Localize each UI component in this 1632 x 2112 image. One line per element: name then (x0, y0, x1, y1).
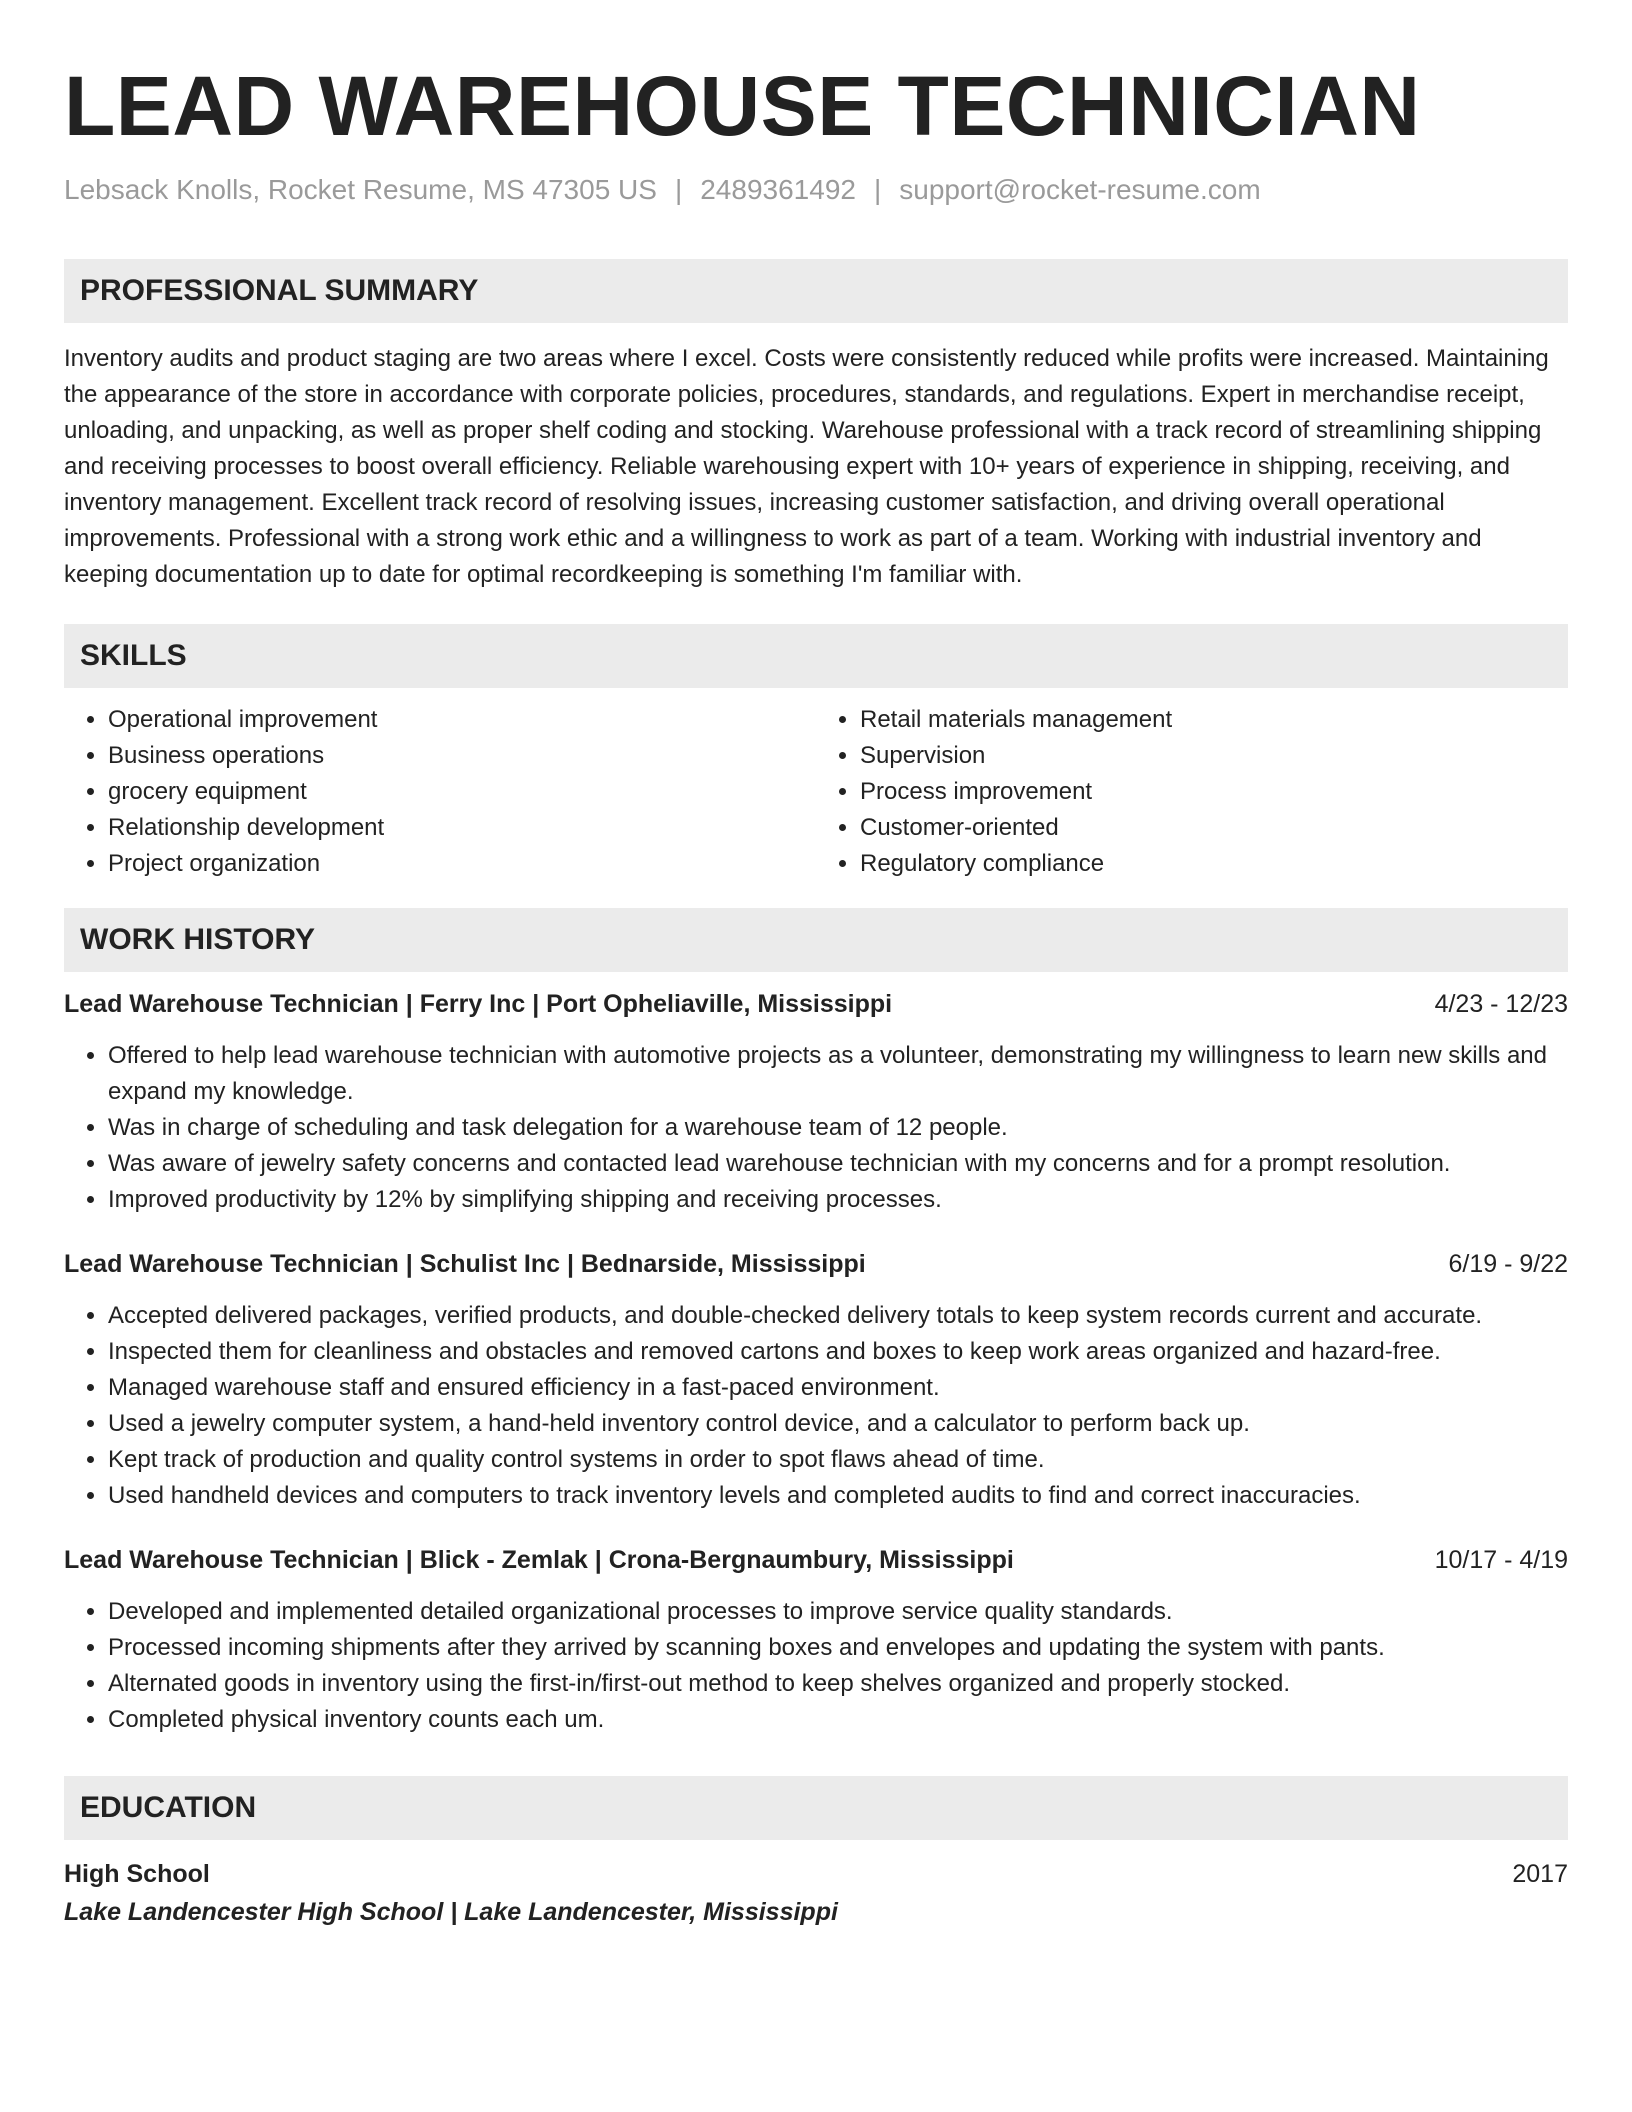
skill-item: • Operational improvement (108, 702, 816, 738)
job-bullet: • Used handheld devices and computers to track inventory levels and completed audits to find and correct inaccuracies. (108, 1478, 1568, 1514)
contact-email: support@rocket-resume.com (899, 174, 1261, 205)
job-title: Lead Warehouse Technician | Ferry Inc | Port Opheliaville, Mississippi (64, 990, 893, 1018)
job-title: Lead Warehouse Technician | Schulist Inc | Bednarside, Mississippi (64, 1250, 866, 1278)
education-entry (64, 1856, 1568, 1932)
job-bullet: • Accepted delivered packages, verified products, and double-checked delivery totals to keep system records current and accurate. (108, 1298, 1568, 1334)
skills-heading: SKILLS (64, 624, 1568, 688)
summary-text: Inventory audits and product staging are two areas where I excel. Costs were consistently reduced while profits were increased. Maintaining the appearance of the store in accordance with corporate policies, procedures, standards, and regulations. Expert in merchandise receipt, unloading, and unpacking, as well as proper shelf coding and stocking. Warehouse professional with a track record of streamlining shipping and receiving processes to boost overall efficiency. Reliable warehousing expert with 10+ years of experience in shipping, receiving, and inventory management. Excellent track record of resolving issues, increasing customer satisfaction, and driving overall operational improvements. Professional with a strong work ethic and a willingness to work as part of a team. Working with industrial inventory and keeping documentation up to date for optimal recordkeeping is something I'm familiar with. (64, 345, 1549, 588)
job-entry (64, 1246, 1568, 1514)
skill-item: • Supervision (860, 738, 1568, 774)
job-bullet: • Used a jewelry computer system, a hand-held inventory control device, and a calculator to perform back up. (108, 1406, 1568, 1442)
education-header (64, 1856, 1568, 1892)
job-bullet: • Alternated goods in inventory using the first-in/first-out method to keep shelves organized and properly stocked. (108, 1666, 1568, 1702)
job-bullet-list (64, 1038, 1568, 1218)
skill-item: • Retail materials management (860, 702, 1568, 738)
job-bullet: • Processed incoming shipments after they arrived by scanning boxes and envelopes and updating the system with pants. (108, 1630, 1568, 1666)
job-bullet: • Improved productivity by 12% by simplifying shipping and receiving processes. (108, 1182, 1568, 1218)
job-entry (64, 1542, 1568, 1738)
job-bullet: • Offered to help lead warehouse technician with automotive projects as a volunteer, demonstrating my willingness to learn new skills and expand my knowledge. (108, 1038, 1568, 1110)
education-year: 2017 (1512, 1860, 1568, 1888)
skills-list (64, 702, 1568, 882)
education-degree: High School (64, 1860, 210, 1888)
work-history-heading: WORK HISTORY (64, 908, 1568, 972)
job-dates: 6/19 - 9/22 (1448, 1250, 1568, 1278)
job-bullet: • Completed physical inventory counts each um. (108, 1702, 1568, 1738)
job-title: Lead Warehouse Technician | Blick - Zemlak | Crona-Bergnaumbury, Mississippi (64, 1546, 1014, 1574)
job-bullet: • Kept track of production and quality control systems in order to spot flaws ahead of time. (108, 1442, 1568, 1478)
contact-address: Lebsack Knolls, Rocket Resume, MS 47305 US (64, 174, 657, 205)
job-bullet-list (64, 1298, 1568, 1514)
skill-item: • Business operations (108, 738, 816, 774)
job-bullet: • Developed and implemented detailed organizational processes to improve service quality standards. (108, 1594, 1568, 1630)
job-bullet: • Was in charge of scheduling and task delegation for a warehouse team of 12 people. (108, 1110, 1568, 1146)
contact-line (64, 170, 1568, 210)
summary-heading: PROFESSIONAL SUMMARY (64, 259, 1568, 323)
job-entry (64, 986, 1568, 1218)
candidate-name: LEAD WAREHOUSE TECHNICIAN (64, 59, 1421, 153)
job-dates: 4/23 - 12/23 (1434, 990, 1568, 1018)
skill-item: • Regulatory compliance (860, 846, 1568, 882)
skill-item: • grocery equipment (108, 774, 816, 810)
contact-separator: | (674, 174, 683, 205)
education-heading: EDUCATION (64, 1776, 1568, 1840)
skill-item: • Relationship development (108, 810, 816, 846)
skills-column-left (64, 702, 816, 882)
job-dates: 10/17 - 4/19 (1434, 1546, 1568, 1574)
job-bullet: • Was aware of jewelry safety concerns and contacted lead warehouse technician with my concerns and for a prompt resolution. (108, 1146, 1568, 1182)
skills-column-right (816, 702, 1568, 882)
skill-item: • Customer-oriented (860, 810, 1568, 846)
job-header (64, 1542, 1568, 1578)
job-header (64, 986, 1568, 1022)
job-bullet: • Inspected them for cleanliness and obstacles and removed cartons and boxes to keep work areas organized and hazard-free. (108, 1334, 1568, 1370)
job-header (64, 1246, 1568, 1282)
skill-item: • Project organization (108, 846, 816, 882)
job-bullet-list (64, 1594, 1568, 1738)
education-school: Lake Landencester High School | Lake Landencester, Mississippi (64, 1898, 838, 1926)
contact-separator: | (873, 174, 882, 205)
contact-phone: 2489361492 (700, 174, 856, 205)
job-bullet: • Managed warehouse staff and ensured efficiency in a fast-paced environment. (108, 1370, 1568, 1406)
skill-item: • Process improvement (860, 774, 1568, 810)
